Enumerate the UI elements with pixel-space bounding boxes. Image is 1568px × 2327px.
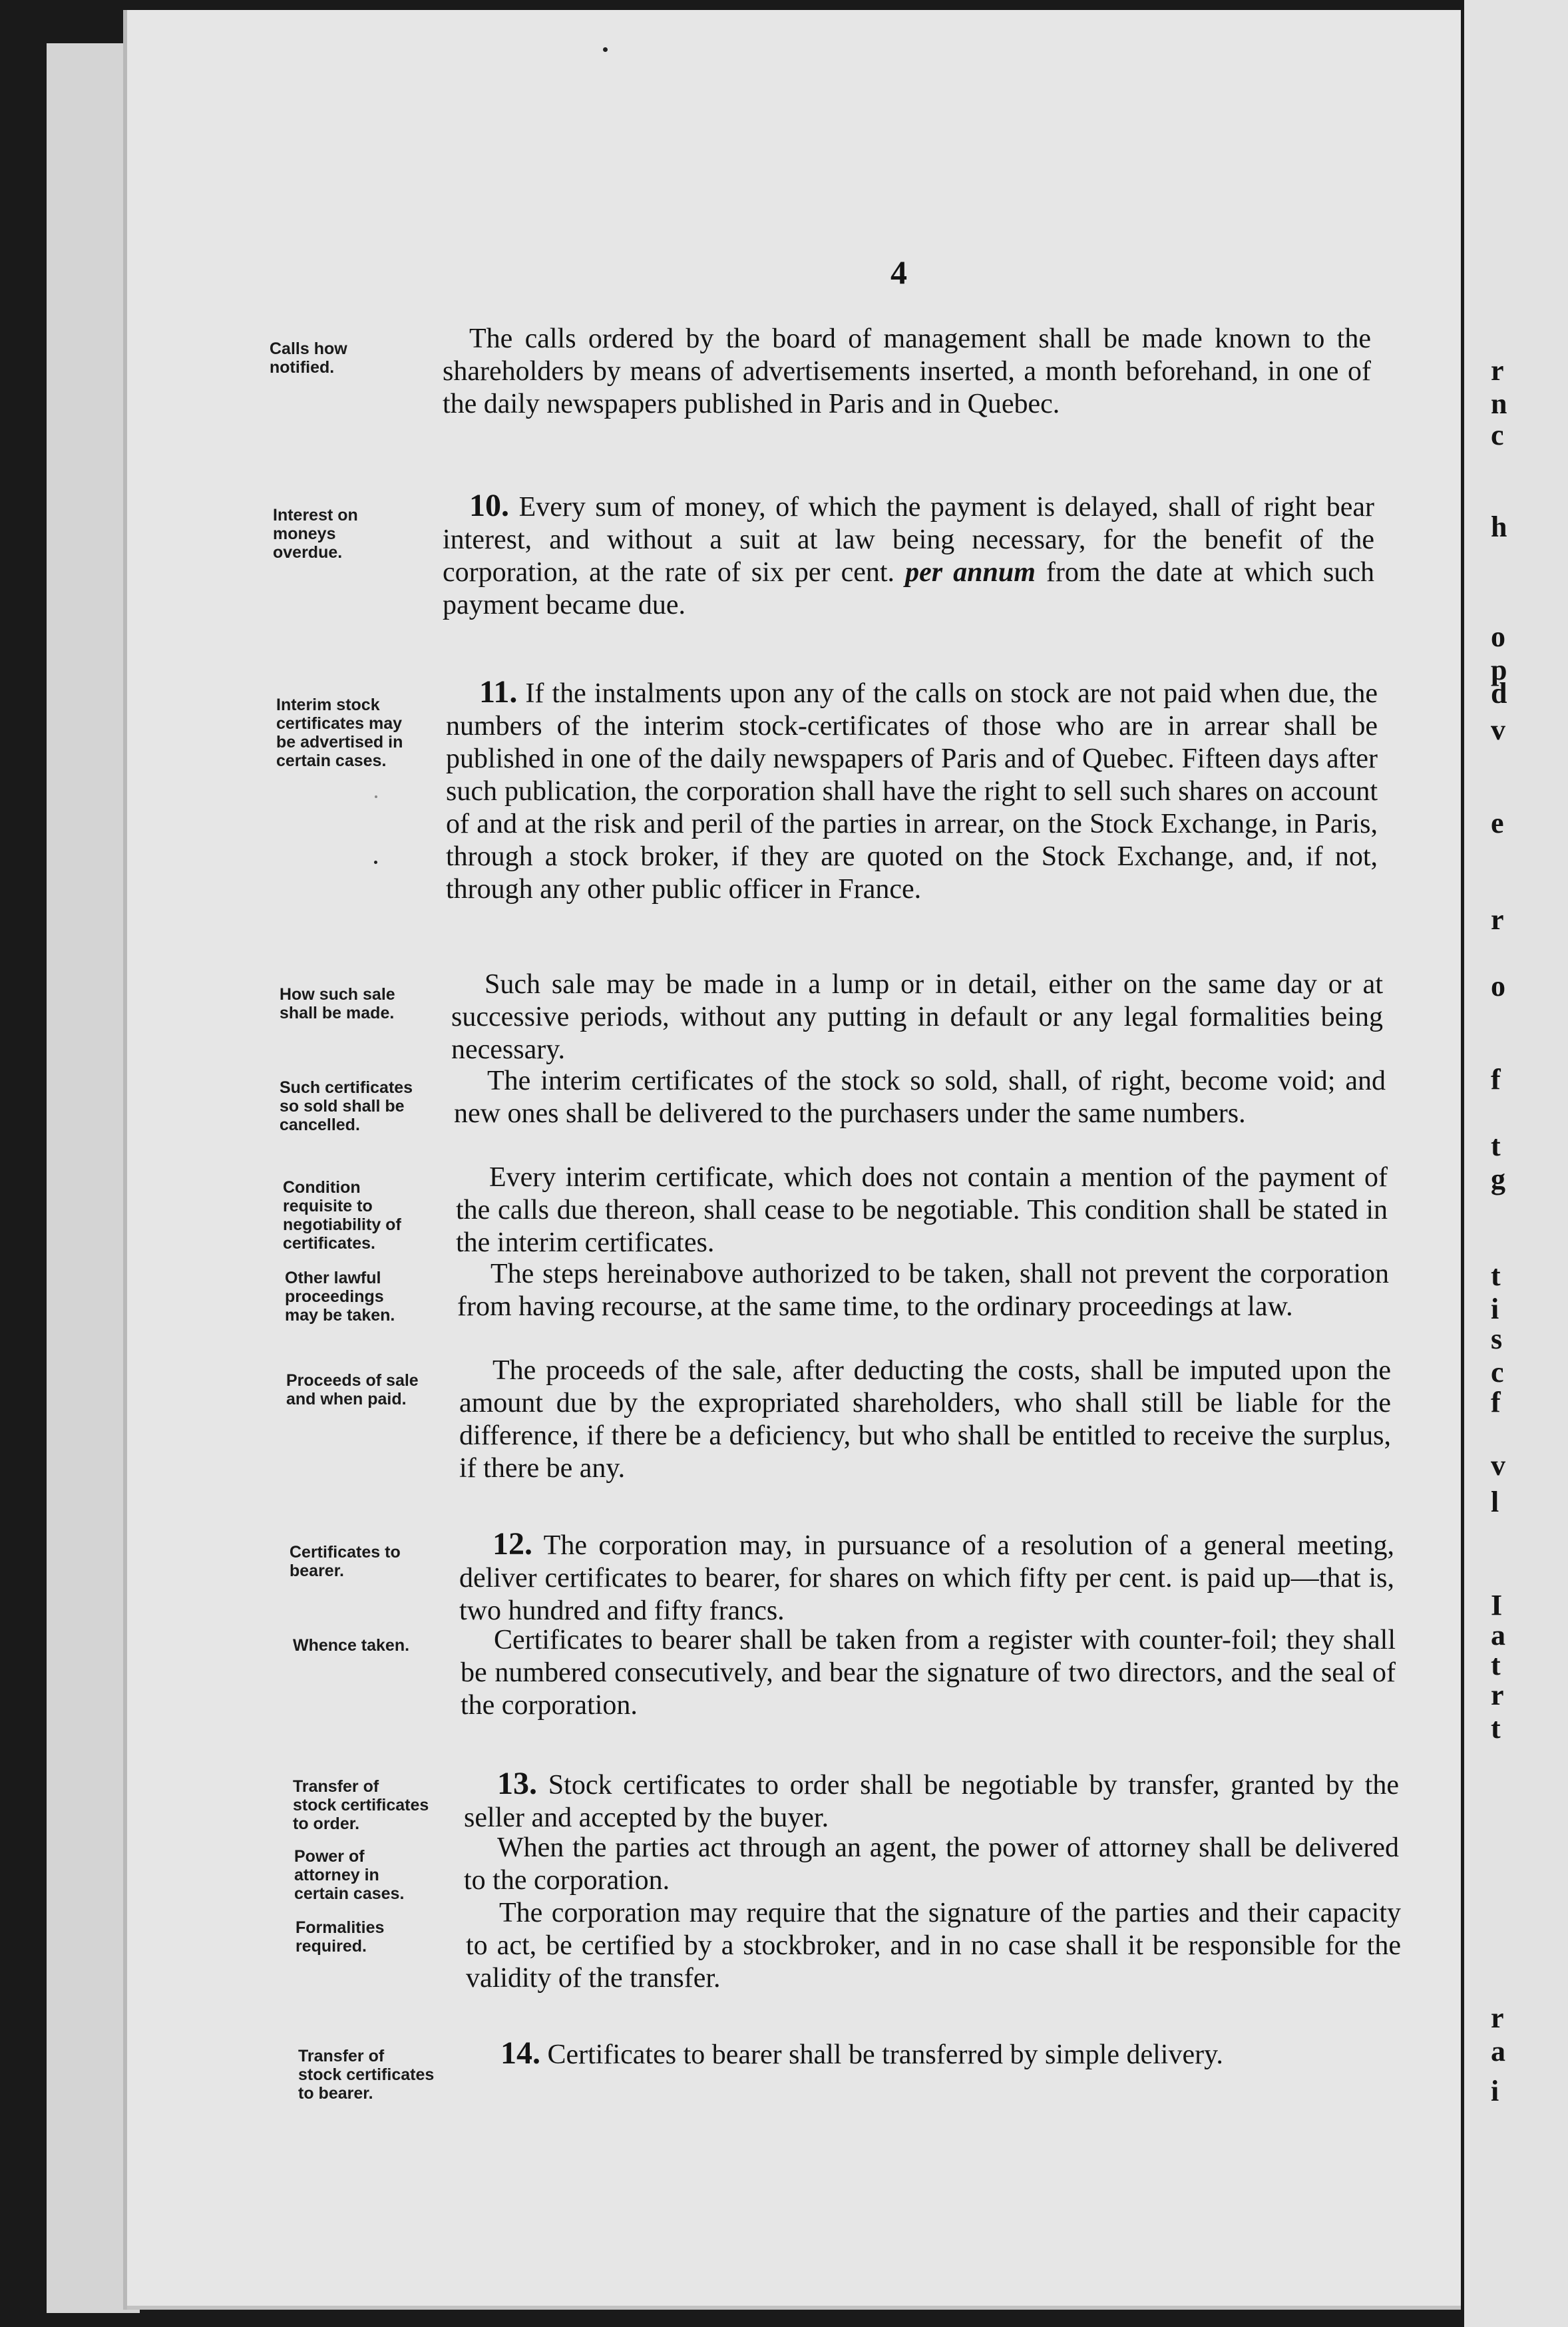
paragraph-certificates-void (454, 1065, 1386, 1130)
paragraph-text: The calls ordered by the board of management shall be made known to the shareholders by means of advertisements inserted, a month beforehand, in one of the daily newspapers published in Paris and in Quebec. (443, 323, 1371, 419)
paragraph-lawful-proceedings (457, 1258, 1389, 1323)
facing-page-fragment: g (1491, 1163, 1505, 1195)
ink-speck (374, 861, 377, 864)
margin-note: Calls how notified. (270, 339, 347, 377)
paragraph-text: Certificates to bearer shall be taken from a register with counter-foil; they shall be numbered consecutively, and bear the signature of two directors, and the seal of the corporation. (461, 1625, 1396, 1721)
paragraph-text: The proceeds of the sale, after deducting the costs, shall be imputed upon the amount due by the expropriated shareholders, who shall still be liable for the difference, if there be a deficiency, but who shall be entitled to receive the surplus, if there be any. (459, 1355, 1391, 1484)
paragraph-text: The steps hereinabove authorized to be taken, shall not prevent the corporation from having recourse, at the same time, to the ordinary proceedings at law. (457, 1259, 1389, 1322)
section-10 (443, 489, 1374, 622)
paragraph-power-of-attorney (464, 1832, 1399, 1897)
margin-note: Interim stock certificates may be advertised in certain cases. (276, 696, 403, 770)
paragraph-text: Every interim certificate, which does not contain a mention of the payment of the calls due thereon, shall cease to be negotiable. This condition shall be stated in the interim certificates. (456, 1162, 1388, 1258)
facing-page-fragment: h (1491, 511, 1507, 543)
section-number: 10. (469, 488, 509, 523)
paragraph-text: When the parties act through an agent, the power of attorney shall be delivered to the corporation. (464, 1832, 1399, 1896)
margin-note: Transfer of stock certificates to bearer. (298, 2047, 435, 2103)
paragraph-calls (443, 323, 1371, 421)
paragraph-proceeds (459, 1355, 1391, 1485)
facing-page-fragment: l (1491, 1486, 1499, 1518)
page-number: 4 (890, 254, 907, 291)
paragraph-text: from the date at which such payment became due. (443, 557, 1375, 620)
facing-page-fragment: t (1491, 1130, 1501, 1162)
margin-note: Proceeds of sale and when paid. (286, 1371, 419, 1408)
facing-page-fragment: v (1491, 1449, 1505, 1482)
margin-note: Formalities required. (295, 1918, 385, 1956)
margin-note: Certificates to bearer. (290, 1543, 401, 1580)
facing-page-edge (1464, 0, 1568, 2327)
margin-note: Such certificates so sold shall be cancelled. (280, 1078, 413, 1134)
facing-page-fragment: i (1491, 2075, 1499, 2107)
section-number: 13. (497, 1766, 537, 1801)
facing-page-fragment: o (1491, 970, 1505, 1002)
paragraph-text: If the instalments upon any of the calls on stock are not paid when due, the numbers of the interim stock-certificates of those who are in arrear shall be published in one of the daily newspapers of Paris and of Quebec. Fifteen days after such publication, the corporation shall have the right to sell such shares on account of and at the risk and peril of the parties in arrear, on the Stock Exchange, in Paris, through a stock broker, if they are quoted on the Stock Exchange, and, if not, through any other public officer in France. (446, 678, 1378, 905)
paragraph-text: Every sum of money, of which the payment is delayed, shall of right bear interest, and without a suit at law being necessary, for the benefit of the corporation, at the rate of six per cent. (443, 492, 1374, 588)
section-13 (464, 1767, 1399, 1834)
facing-page-fragment: f (1491, 1386, 1501, 1418)
section-number: 12. (492, 1526, 532, 1562)
margin-note: Transfer of stock certificates to order. (293, 1777, 429, 1833)
margin-note: Whence taken. (293, 1636, 410, 1655)
paragraph-text: Such sale may be made in a lump or in detail, either on the same day or at successive periods, without any putting in default or any legal formalities being necessary. (451, 969, 1383, 1065)
facing-page-fragment: p (1491, 654, 1507, 686)
paragraph-negotiability (456, 1162, 1388, 1259)
section-number: 11. (479, 674, 518, 710)
section-11 (446, 676, 1378, 906)
paragraph-text: The corporation may require that the signature of the parties and their capacity to act, be certified by a stockbroker, and in no case shall it be responsible for the validity of the transfer. (466, 1898, 1401, 1994)
facing-page-fragment: v (1491, 714, 1505, 746)
margin-note: Condition requisite to negotiability of certificates. (283, 1178, 401, 1253)
margin-note: Power of attorney in certain cases. (294, 1847, 405, 1903)
facing-page-fragment: n (1491, 387, 1507, 420)
facing-page-fragment: c (1491, 1356, 1504, 1388)
paragraph-whence-taken (461, 1624, 1396, 1722)
facing-page-fragment: r (1491, 1679, 1504, 1711)
latin-phrase: per annum (905, 557, 1036, 588)
facing-page-fragment: t (1491, 1712, 1501, 1745)
facing-page-fragment: c (1491, 419, 1504, 451)
facing-page-fragment: f (1491, 1063, 1501, 1096)
ink-speck (375, 795, 377, 798)
paragraph-sale-method (451, 968, 1383, 1066)
facing-page-fragment: a (1491, 1619, 1505, 1651)
facing-page-fragment: r (1491, 354, 1504, 387)
ink-speck (603, 47, 608, 52)
paragraph-formalities (466, 1897, 1401, 1995)
facing-page-fragment: i (1491, 1293, 1499, 1325)
paragraph-text: The corporation may, in pursuance of a resolution of a general meeting, deliver certificates to bearer, for shares on which fifty per cent. is paid up—that is, two hundred and fifty francs. (459, 1530, 1394, 1626)
facing-page-fragment: t (1491, 1649, 1501, 1681)
facing-page-fragment: s (1491, 1323, 1503, 1355)
facing-page-fragment: d (1491, 677, 1507, 710)
facing-page-fragment: r (1491, 903, 1504, 936)
facing-page-fragment: a (1491, 2035, 1505, 2067)
facing-page-fragment: t (1491, 1259, 1501, 1292)
section-12 (459, 1528, 1394, 1627)
margin-note: Interest on moneys overdue. (273, 506, 358, 562)
margin-note: How such sale shall be made. (280, 985, 395, 1022)
facing-page-fragment: o (1491, 620, 1505, 653)
section-14 (467, 2037, 1402, 2071)
paragraph-text: Stock certificates to order shall be negotiable by transfer, granted by the seller and accepted by the buyer. (464, 1770, 1399, 1833)
facing-page-fragment: I (1491, 1589, 1503, 1621)
facing-page-fragment: r (1491, 2002, 1504, 2034)
section-number: 14. (500, 2035, 540, 2071)
facing-page-fragment: e (1491, 807, 1504, 839)
paragraph-text: The interim certificates of the stock so sold, shall, of right, become void; and new ones shall be delivered to the purchasers under the same numbers. (454, 1066, 1386, 1129)
paragraph-text: Certificates to bearer shall be transferred by simple delivery. (540, 2039, 1223, 2070)
margin-note: Other lawful proceedings may be taken. (285, 1269, 395, 1325)
